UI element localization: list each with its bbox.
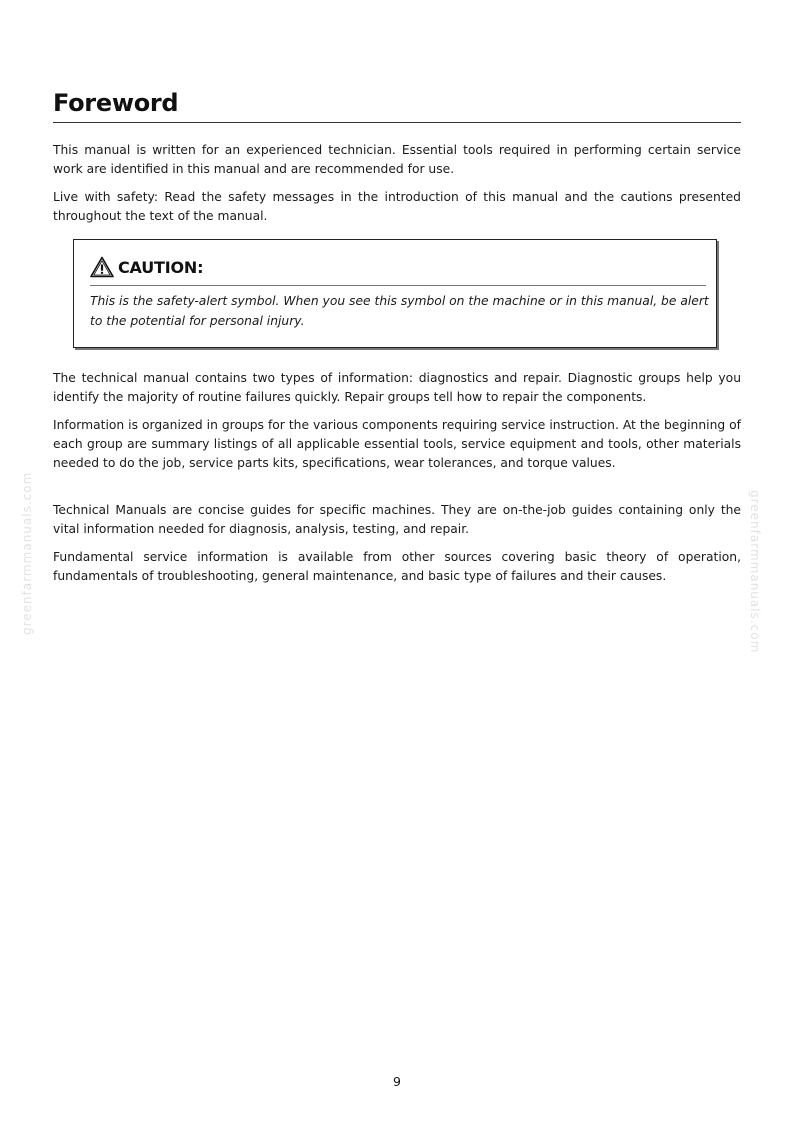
technical-manuals-paragraph: Technical Manuals are concise guides for specific machines. They are on-the-job guides containing only the vital information needed for diagnosis, analysis, testing, and repair.: [53, 503, 741, 536]
watermark-right: greenfarmmanuals.com: [748, 490, 762, 654]
fundamental-info-paragraph: Fundamental service information is available from other sources covering basic theory of operation, fundamentals of troubleshooting, general maintenance, and basic type of failures and their causes.: [53, 550, 741, 583]
page-number: 9: [393, 1074, 401, 1089]
caution-divider: [90, 285, 706, 286]
caution-header: [90, 254, 203, 280]
title-divider: [53, 122, 741, 123]
intro-paragraph: This manual is written for an experienced technician. Essential tools required in performing certain service work are identified in this manual and are recommended for use.: [53, 143, 741, 176]
warning-triangle-icon: [90, 256, 114, 278]
caution-box: [73, 239, 717, 348]
caution-title: CAUTION:: [118, 257, 204, 277]
caution-text: This is the safety-alert symbol. When you see this symbol on the machine or in this manual, be alert to the potential for personal injury.: [90, 294, 709, 328]
watermark-left: greenfarmmanuals.com: [20, 471, 34, 635]
page-title: Foreword: [53, 89, 179, 117]
safety-paragraph: Live with safety: Read the safety messages in the introduction of this manual and the cautions presented throughout the text of the manual.: [53, 190, 741, 223]
info-types-paragraph: The technical manual contains two types of information: diagnostics and repair. Diagnostic groups help you identify the majority of routine failures quickly. Repair groups tell how to repair the components.: [53, 371, 741, 404]
organization-paragraph: Information is organized in groups for the various components requiring service instruction. At the beginning of each group are summary listings of all applicable essential tools, service equipment and tools, other materials needed to do the job, service parts kits, specifications, wear tolerances, and torque values.: [53, 418, 741, 470]
